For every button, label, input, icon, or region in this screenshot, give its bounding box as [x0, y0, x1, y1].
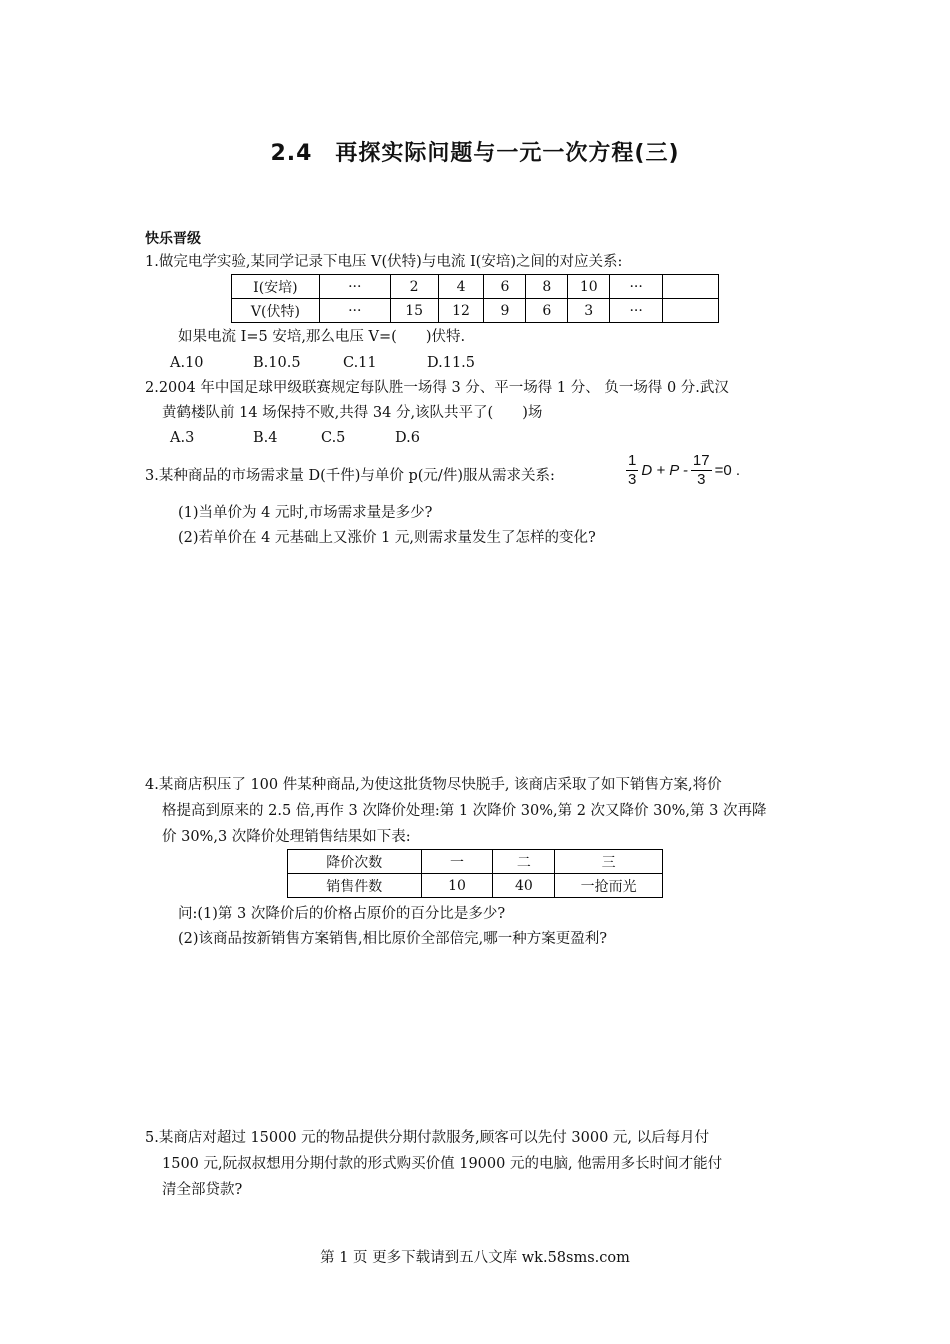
- q3-sub2: (2)若单价在 4 元基础上又涨价 1 元,则需求量发生了怎样的变化?: [178, 530, 596, 546]
- q2-line2: 黄鹤楼队前 14 场保持不败,共得 34 分,该队共平了( )场: [162, 405, 543, 421]
- table-cell: ···: [319, 299, 390, 323]
- q1-option-b: B.10.5: [253, 355, 301, 371]
- q3-sub1: (1)当单价为 4 元时,市场需求量是多少?: [178, 505, 433, 521]
- table-cell: 9: [484, 299, 526, 323]
- q2-line1: 2.2004 年中国足球甲级联赛规定每队胜一场得 3 分、平一场得 1 分、 负一场得 0 分.武汉: [145, 380, 729, 396]
- page-footer: 第 1 页 更多下载请到五八文库 wk.58sms.com: [320, 1250, 630, 1266]
- q4-table-row-round: [288, 850, 663, 874]
- fraction-seventeen-thirds: [691, 452, 712, 489]
- table-cell: ···: [319, 275, 390, 299]
- table-cell: 12: [438, 299, 484, 323]
- section-heading: 快乐晋级: [145, 231, 201, 247]
- q1-option-a: A.10: [170, 355, 204, 371]
- q3-stem: 3.某种商品的市场需求量 D(千件)与单价 p(元/件)服从需求关系:: [145, 468, 555, 484]
- table-cell: 销售件数: [288, 874, 422, 898]
- table-cell: 40: [493, 874, 555, 898]
- table-cell: ···: [610, 275, 663, 299]
- q4-sub1: 问:(1)第 3 次降价后的价格占原价的百分比是多少?: [178, 906, 506, 922]
- q4-table-row-sales: [288, 874, 663, 898]
- q1-table-row-voltage: [232, 299, 719, 323]
- equation-middle: D + P -: [641, 462, 688, 479]
- q1-question: 如果电流 I=5 安培,那么电压 V=( )伏特.: [178, 329, 466, 345]
- equation-tail: =0 .: [714, 462, 741, 479]
- q2-option-a: A.3: [170, 430, 195, 446]
- page-title: 2.4 再探实际问题与一元一次方程(三): [270, 141, 680, 166]
- table-cell: 6: [484, 275, 526, 299]
- q5-line1: 5.某商店对超过 15000 元的物品提供分期付款服务,顾客可以先付 3000 元, 以后每月付: [145, 1130, 710, 1146]
- table-cell: 15: [390, 299, 438, 323]
- fraction-denominator: 3: [697, 471, 706, 488]
- q5-line2: 1500 元,阮叔叔想用分期付款的形式购买价值 19000 元的电脑, 他需用多长时间才能付: [162, 1156, 723, 1172]
- q1-stem: 1.做完电学实验,某同学记录下电压 V(伏特)与电流 I(安培)之间的对应关系:: [145, 254, 623, 270]
- table-cell: 三: [555, 850, 663, 874]
- q1-option-d: D.11.5: [427, 355, 476, 371]
- table-cell: 二: [493, 850, 555, 874]
- table-cell: 2: [390, 275, 438, 299]
- q4-line2: 格提高到原来的 2.5 倍,再作 3 次降价处理:第 1 次降价 30%,第 2 次又降价 30%,第 3 次再降: [162, 803, 767, 819]
- q4-sub2: (2)该商品按新销售方案销售,相比原价全部倍完,哪一种方案更盈利?: [178, 931, 608, 947]
- table-cell: 一: [421, 850, 493, 874]
- table-cell: 10: [568, 275, 610, 299]
- table-cell: [663, 299, 719, 323]
- q1-option-c: C.11: [343, 355, 377, 371]
- fraction-one-third: [626, 452, 638, 489]
- table-cell: 8: [526, 275, 568, 299]
- q4-line3: 价 30%,3 次降价处理销售结果如下表:: [162, 829, 411, 845]
- table-cell: 6: [526, 299, 568, 323]
- table-cell: 4: [438, 275, 484, 299]
- q1-table: [231, 274, 719, 323]
- q4-table: [287, 849, 663, 898]
- q2-option-b: B.4: [253, 430, 278, 446]
- q5-line3: 清全部贷款?: [162, 1182, 243, 1198]
- table-cell: ···: [610, 299, 663, 323]
- q1-table-row-current: [232, 275, 719, 299]
- demand-equation: [626, 452, 740, 489]
- table-cell: [663, 275, 719, 299]
- fraction-numerator: 1: [628, 452, 637, 469]
- table-cell: V(伏特): [232, 299, 320, 323]
- table-cell: 一抢而光: [555, 874, 663, 898]
- table-cell: 10: [421, 874, 493, 898]
- q2-option-d: D.6: [395, 430, 420, 446]
- fraction-denominator: 3: [628, 471, 637, 488]
- table-cell: 降价次数: [288, 850, 422, 874]
- q4-line1: 4.某商店积压了 100 件某种商品,为使这批货物尽快脱手, 该商店采取了如下销售方案,将价: [145, 777, 722, 793]
- table-cell: I(安培): [232, 275, 320, 299]
- table-cell: 3: [568, 299, 610, 323]
- fraction-numerator: 17: [692, 452, 710, 469]
- q2-option-c: C.5: [321, 430, 346, 446]
